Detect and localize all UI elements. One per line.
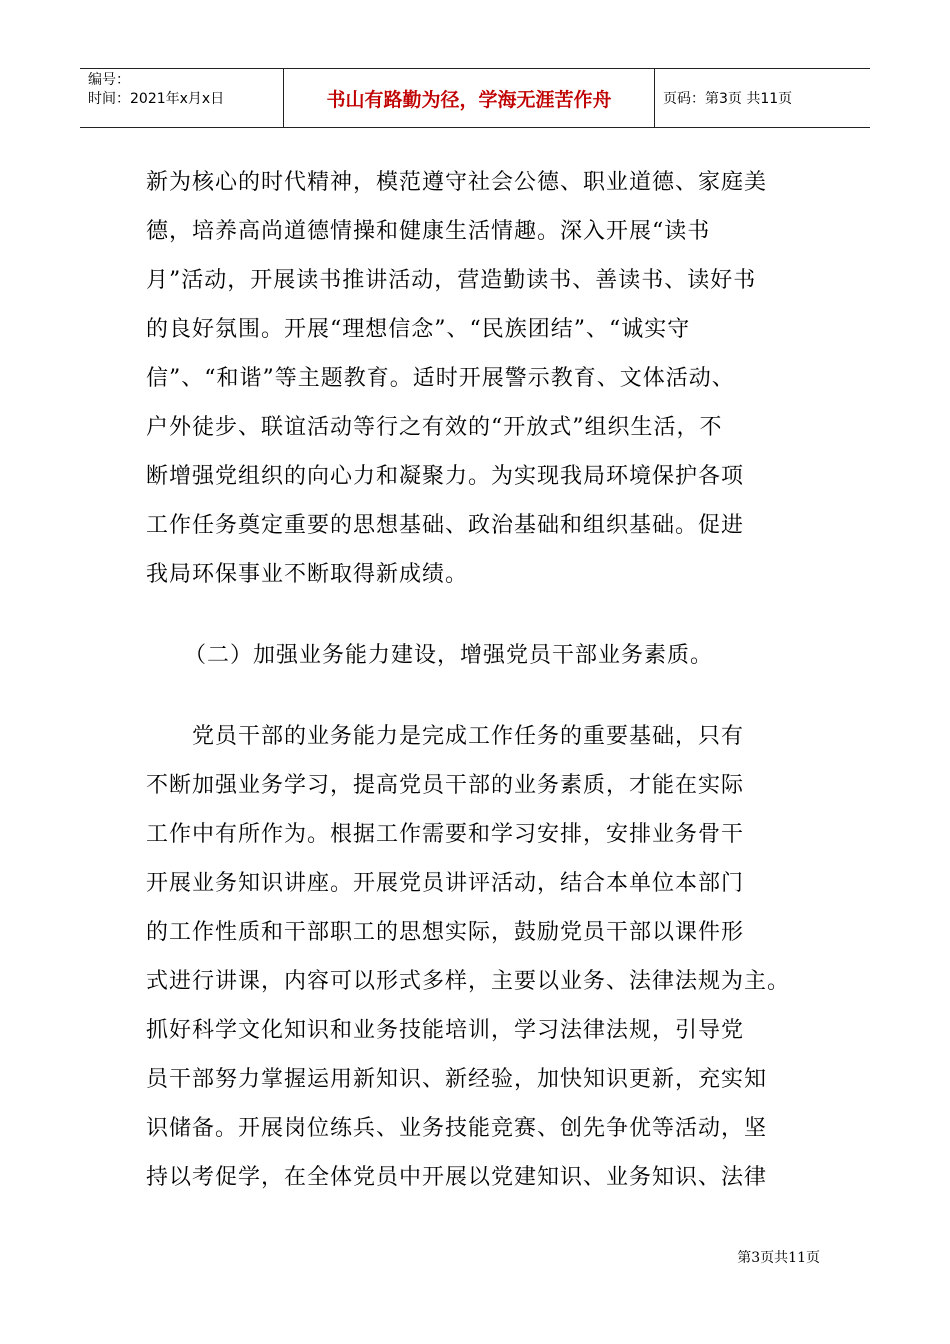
text-line: 信”、“和谐”等主题教育。适时开展警示教育、文体活动、 xyxy=(146,366,735,391)
paragraph-1 xyxy=(146,158,806,599)
page-footer: 第3页共11页 xyxy=(737,1250,820,1266)
text-line: 识储备。开展岗位练兵、业务技能竞赛、创先争优等活动，坚 xyxy=(146,1116,768,1141)
time-label: 时间：2021年x月x日 xyxy=(88,91,225,107)
text-line: 户外徒步、联谊活动等行之有效的“开放式”组织生活，不 xyxy=(146,415,723,440)
text-line: 开展业务知识讲座。开展党员讲评活动，结合本单位本部门 xyxy=(146,871,745,896)
page-header xyxy=(80,68,870,128)
text-line: 的良好氛围。开展“理想信念”、“民族团结”、“诚实守 xyxy=(146,317,691,342)
header-page-info: 页码：第3页 共11页 xyxy=(663,91,793,107)
header-motto: 书山有路勤为径，学海无涯苦作舟 xyxy=(283,69,655,127)
text-line: 式进行讲课，内容可以形式多样，主要以业务、法律法规为主。 xyxy=(146,969,791,994)
section-heading xyxy=(146,631,806,680)
text-line: 党员干部的业务能力是完成工作任务的重要基础，只有 xyxy=(146,724,745,749)
text-line: 员干部努力掌握运用新知识、新经验，加快知识更新，充实知 xyxy=(146,1067,768,1092)
text-line: 持以考促学，在全体党员中开展以党建知识、业务知识、法律 xyxy=(146,1165,768,1190)
text-line: 不断加强业务学习，提高党员干部的业务素质，才能在实际 xyxy=(146,773,745,798)
text-line: 新为核心的时代精神，模范遵守社会公德、职业道德、家庭美 xyxy=(146,170,768,195)
text-line: 我局环保事业不断取得新成绩。 xyxy=(146,562,469,587)
document-body xyxy=(146,158,806,1202)
text-line: 的工作性质和干部职工的思想实际，鼓励党员干部以课件形 xyxy=(146,920,745,945)
text-line: 断增强党组织的向心力和凝聚力。为实现我局环境保护各项 xyxy=(146,464,745,489)
text-line: 抓好科学文化知识和业务技能培训，学习法律法规，引导党 xyxy=(146,1018,745,1043)
text-line: 德，培养高尚道德情操和健康生活情趣。深入开展“读书 xyxy=(146,219,711,244)
number-label: 编号： xyxy=(88,72,130,88)
heading-text: （二）加强业务能力建设，增强党员干部业务素质。 xyxy=(184,643,714,668)
text-line: 工作中有所作为。根据工作需要和学习安排，安排业务骨干 xyxy=(146,822,745,847)
text-line: 工作任务奠定重要的思想基础、政治基础和组织基础。促进 xyxy=(146,513,745,538)
header-meta xyxy=(80,69,283,127)
paragraph-2 xyxy=(146,712,806,1202)
text-line: 月”活动，开展读书推讲活动，营造勤读书、善读书、读好书 xyxy=(146,268,757,293)
